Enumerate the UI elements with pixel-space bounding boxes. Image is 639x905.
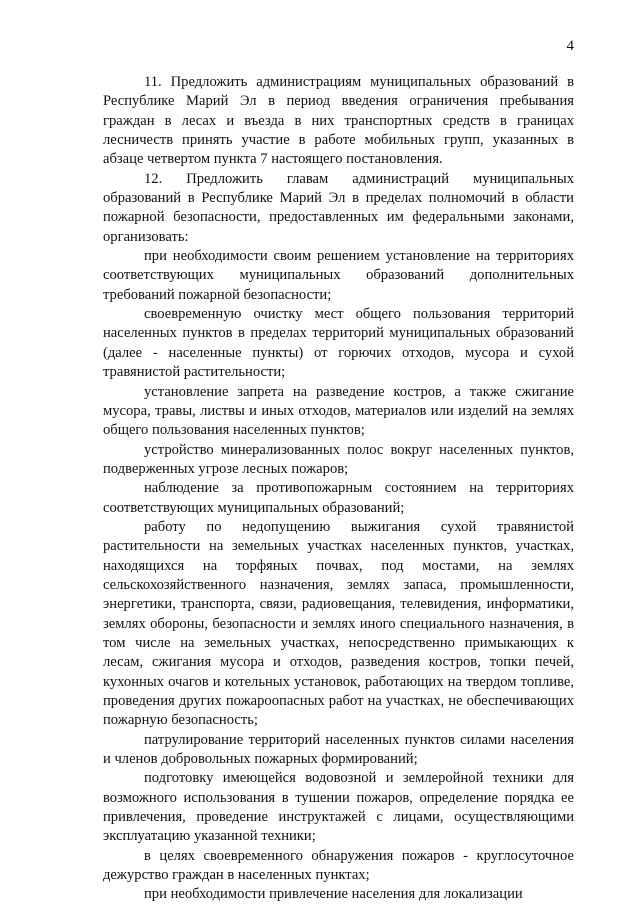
document-body bbox=[103, 73, 574, 905]
list-item-round-the-clock-duty: в целях своевременного обнаружения пожаров - круглосуточное дежурство граждан в населенных пунктах; bbox=[103, 847, 574, 884]
list-item-cleaning: своевременную очистку мест общего пользования территорий населенных пунктов в пределах территорий муниципальных образований (далее - населенные пункты) от горючих отходов, мусора и сухой травянистой растительности; bbox=[103, 306, 574, 381]
list-item-population-involvement: при необходимости привлечение населения для локализации bbox=[144, 886, 523, 903]
list-item-mineralized-strips: устройство минерализованных полос вокруг населенных пунктов, подверженных угрозе лесных пожаров; bbox=[103, 441, 574, 477]
page-number: 4 bbox=[566, 38, 574, 54]
list-item-fire-ban: установление запрета на разведение костров, а также сжигание мусора, травы, листвы и иных отходов, материалов или изделий на землях общего пользования населенных пунктов; bbox=[103, 383, 574, 439]
paragraph-11: 11. Предложить администрациям муниципальных образований в Республике Марий Эл в период введения ограничения пребывания граждан в лесах и въезда в них транспортных средств в границах лесничеств принять участие в работе мобильных групп, указанных в абзаце четвертом пункта 7 настоящего постановления. bbox=[103, 74, 574, 168]
list-item-patrolling: патрулирование территорий населенных пунктов силами населения и членов добровольных пожарных формирований; bbox=[103, 731, 574, 768]
list-item-burning-prevention: работу по недопущению выжигания сухой травянистой растительности на земельных участках населенных пунктов, участках, находящихся на торфяных почвах, под мостами, на землях сельскохозяйственного назначения, землях запаса, промышленности, энергетики, транспорта, связи, радиовещания, телевидения, информатики, землях обороны, безопасности и землях иного специального назначения, в том числе на земельных участках, непосредственно примыкающих к лесам, сжигания мусора и отходов, разведения костров, топки печей, кухонных очагов и котельных установок, работающих на твердом топливе, проведения других пожароопасных работ на участках, не обеспечивающих пожарную безопасность; bbox=[103, 518, 574, 729]
paragraph-12: 12. Предложить главам администраций муниципальных образований в Республике Марий Эл в пределах полномочий в области пожарной безопасности, предоставленных им федеральными законами, организовать: bbox=[103, 170, 574, 245]
list-item-additional-requirements: при необходимости своим решением установление на территориях соответствующих муниципальных образований дополнительных требований пожарной безопасности; bbox=[103, 248, 574, 303]
list-item-monitoring: наблюдение за противопожарным состоянием на территориях соответствующих муниципальных образований; bbox=[103, 480, 574, 516]
list-item-equipment-preparation: подготовку имеющейся водовозной и землеройной техники для возможного использования в тушении пожаров, определение порядка ее привлечения, проведение инструктажей с лицами, осуществляющими эксплуатацию указанной техники; bbox=[103, 770, 574, 845]
